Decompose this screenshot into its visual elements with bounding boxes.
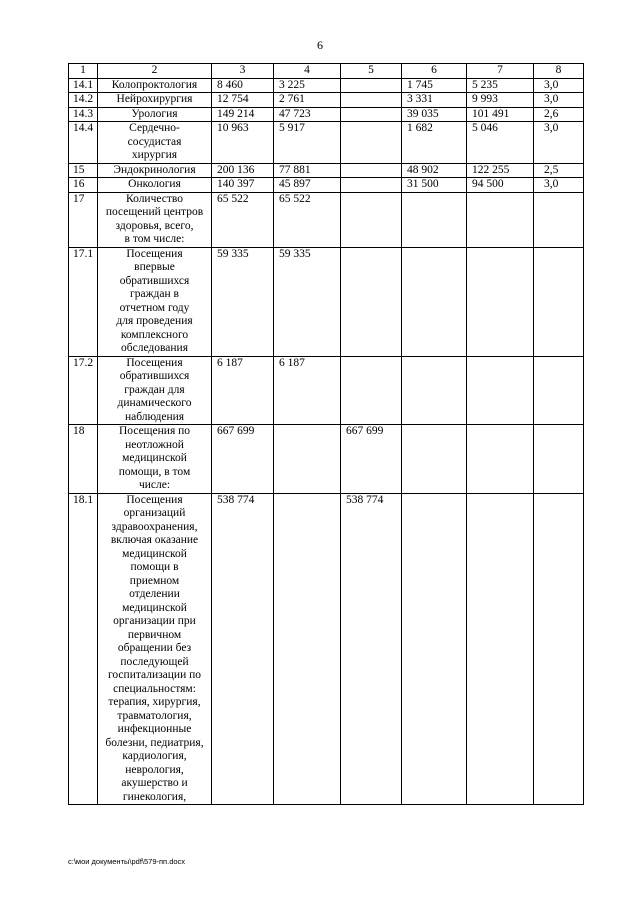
value-cell: 3,0 [534, 93, 584, 108]
row-label-cell: Урология [98, 107, 212, 122]
value-cell [534, 192, 584, 247]
row-number-cell: 16 [69, 178, 98, 193]
value-cell [341, 247, 402, 356]
value-cell [402, 247, 467, 356]
value-cell [534, 425, 584, 494]
table-row [69, 163, 584, 178]
value-cell: 200 136 [212, 163, 274, 178]
value-cell: 2,5 [534, 163, 584, 178]
value-cell [534, 247, 584, 356]
column-header-3: 3 [212, 64, 274, 79]
row-number-cell: 17 [69, 192, 98, 247]
value-cell: 149 214 [212, 107, 274, 122]
value-cell: 59 335 [274, 247, 341, 356]
table-row [69, 107, 584, 122]
value-cell: 101 491 [467, 107, 534, 122]
column-header-5: 5 [341, 64, 402, 79]
column-header-2: 2 [98, 64, 212, 79]
row-number-cell: 14.3 [69, 107, 98, 122]
value-cell: 47 723 [274, 107, 341, 122]
table-row [69, 178, 584, 193]
value-cell [341, 78, 402, 93]
value-cell [402, 425, 467, 494]
table-row [69, 247, 584, 356]
value-cell: 1 682 [402, 122, 467, 164]
value-cell: 77 881 [274, 163, 341, 178]
value-cell: 3,0 [534, 178, 584, 193]
column-header-1: 1 [69, 64, 98, 79]
table-row [69, 493, 584, 805]
value-cell: 3 331 [402, 93, 467, 108]
value-cell: 65 522 [274, 192, 341, 247]
value-cell: 59 335 [212, 247, 274, 356]
value-cell [274, 493, 341, 805]
value-cell [467, 192, 534, 247]
value-cell [341, 356, 402, 425]
value-cell: 3 225 [274, 78, 341, 93]
value-cell [341, 93, 402, 108]
row-label-cell: Нейрохирургия [98, 93, 212, 108]
value-cell: 5 046 [467, 122, 534, 164]
value-cell: 31 500 [402, 178, 467, 193]
value-cell [467, 493, 534, 805]
row-number-cell: 14.2 [69, 93, 98, 108]
column-header-7: 7 [467, 64, 534, 79]
row-number-cell: 14.1 [69, 78, 98, 93]
value-cell: 538 774 [212, 493, 274, 805]
value-cell [341, 163, 402, 178]
row-label-cell: Посещения обратившихся граждан для динамического наблюдения [98, 356, 212, 425]
row-label-cell: Посещения по неотложной медицинской помощи, в том числе: [98, 425, 212, 494]
value-cell: 5 235 [467, 78, 534, 93]
row-number-cell: 18 [69, 425, 98, 494]
value-cell: 5 917 [274, 122, 341, 164]
value-cell [467, 247, 534, 356]
value-cell [402, 192, 467, 247]
row-label-cell: Колопроктология [98, 78, 212, 93]
value-cell: 3,0 [534, 78, 584, 93]
value-cell: 8 460 [212, 78, 274, 93]
value-cell: 140 397 [212, 178, 274, 193]
value-cell [402, 493, 467, 805]
value-cell: 10 963 [212, 122, 274, 164]
value-cell: 9 993 [467, 93, 534, 108]
value-cell [274, 425, 341, 494]
value-cell [341, 192, 402, 247]
value-cell: 6 187 [274, 356, 341, 425]
table-row [69, 356, 584, 425]
column-header-6: 6 [402, 64, 467, 79]
value-cell: 2,6 [534, 107, 584, 122]
row-label-cell: Количество посещений центров здоровья, всего, в том числе: [98, 192, 212, 247]
table-row [69, 122, 584, 164]
value-cell: 39 035 [402, 107, 467, 122]
value-cell: 6 187 [212, 356, 274, 425]
table-row [69, 93, 584, 108]
table-row [69, 425, 584, 494]
data-table [68, 63, 584, 805]
value-cell: 65 522 [212, 192, 274, 247]
value-cell: 1 745 [402, 78, 467, 93]
value-cell [402, 356, 467, 425]
value-cell: 122 255 [467, 163, 534, 178]
value-cell [467, 425, 534, 494]
row-label-cell: Посещения организаций здравоохранения, включая оказание медицинской помощи в приемном отделении медицинской организации при первичном обращении без последующей госпитализации по специальностям: терапия, хирургия, травматология, инфекционные болезни, педиатрия, кардиология, неврология, акушерство и гинекология, [98, 493, 212, 805]
value-cell: 48 902 [402, 163, 467, 178]
table-row [69, 192, 584, 247]
row-label-cell: Сердечно- сосудистая хирургия [98, 122, 212, 164]
row-label-cell: Посещения впервые обратившихся граждан в отчетном году для проведения комплексного обследования [98, 247, 212, 356]
value-cell: 12 754 [212, 93, 274, 108]
value-cell: 667 699 [212, 425, 274, 494]
value-cell: 45 897 [274, 178, 341, 193]
value-cell [467, 356, 534, 425]
column-header-4: 4 [274, 64, 341, 79]
row-number-cell: 17.1 [69, 247, 98, 356]
value-cell: 538 774 [341, 493, 402, 805]
row-number-cell: 15 [69, 163, 98, 178]
value-cell [341, 107, 402, 122]
value-cell [341, 178, 402, 193]
page-number: 6 [317, 38, 323, 52]
value-cell: 3,0 [534, 122, 584, 164]
table-header-row [69, 64, 584, 79]
row-label-cell: Онкология [98, 178, 212, 193]
table-row [69, 78, 584, 93]
value-cell: 94 500 [467, 178, 534, 193]
column-header-8: 8 [534, 64, 584, 79]
value-cell: 2 761 [274, 93, 341, 108]
row-label-cell: Эндокринология [98, 163, 212, 178]
row-number-cell: 14.4 [69, 122, 98, 164]
row-number-cell: 18.1 [69, 493, 98, 805]
row-number-cell: 17.2 [69, 356, 98, 425]
footer-file-path: c:\мои документы\pdf\579-пп.docx [68, 857, 186, 866]
value-cell [534, 356, 584, 425]
value-cell: 667 699 [341, 425, 402, 494]
value-cell [534, 493, 584, 805]
value-cell [341, 122, 402, 164]
